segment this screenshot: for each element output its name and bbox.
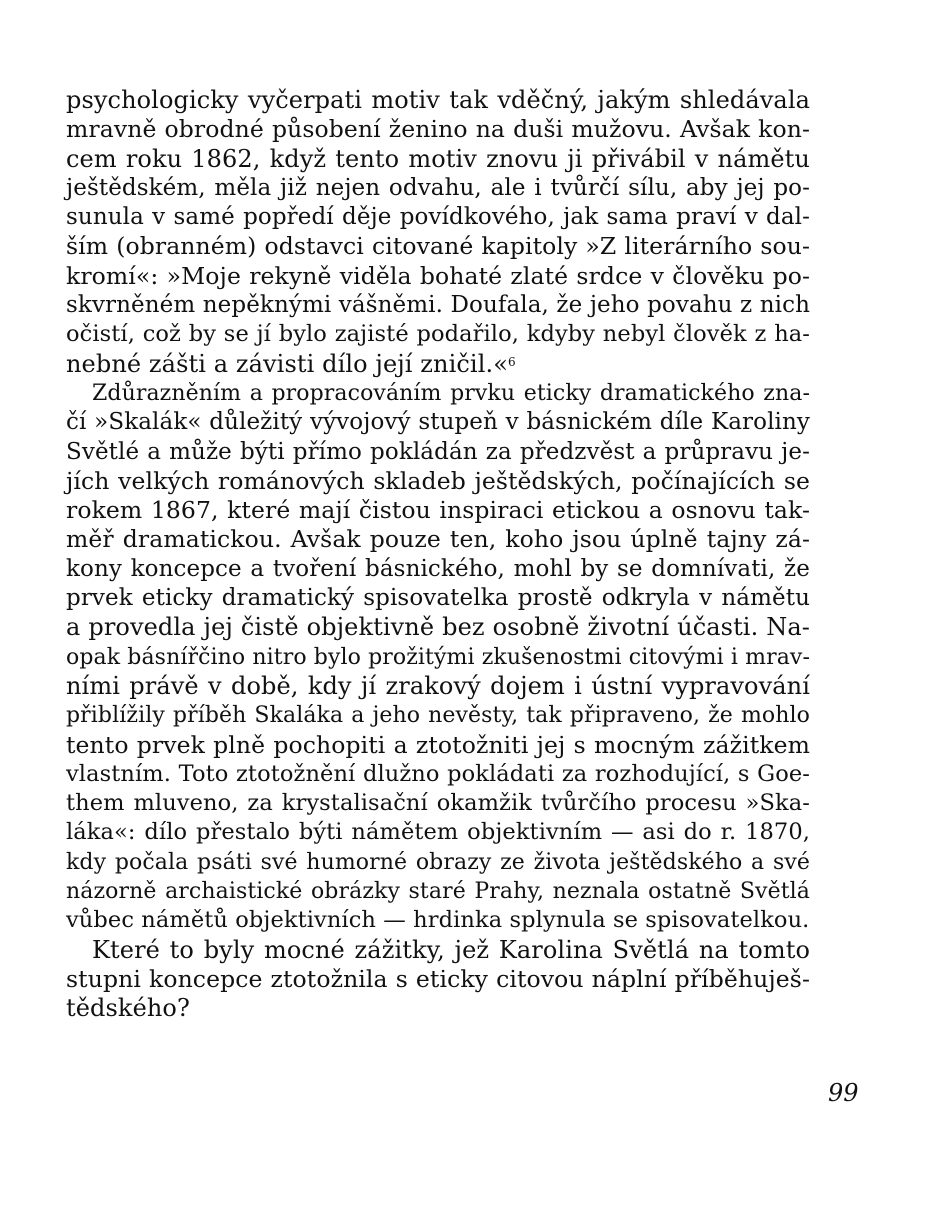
text-line: vlastním. Toto ztotožnění dlužno pokládati za rozhodující, s Goe- [66, 760, 810, 787]
text-line: prvek eticky dramatický spisovatelka prostě odkryla v námětu [66, 585, 810, 612]
text-line: očistí, což by se jí bylo zajisté podařilo, kdyby nebyl člověk z ha- [66, 321, 810, 348]
text-line: Zdůrazněním a propracováním prvku eticky dramatického zna- [92, 380, 810, 406]
text-line: čí »Skalák« důležitý vývojový stupeň v básnickém díle Karoliny [66, 409, 810, 436]
text-line: názorně archaistické obrázky staré Prahy, neznala ostatně Světlá [66, 879, 810, 905]
text-line: ještědském, měla již nejen odvahu, ale i tvůrčí sílu, aby jej po- [66, 174, 810, 201]
text-line: ními právě v době, kdy jí zrakový dojem i ústní vypravování [66, 671, 810, 700]
text-line: skvrněném nepěknými vášněmi. Doufala, že jeho povahu z nich [66, 292, 810, 319]
text-line: kdy počala psáti své humorné obrazy ze života ještědského a své [66, 849, 810, 875]
text-line: opak básnířčino nitro bylo prožitými zkušenostmi citovými i mrav- [66, 644, 810, 670]
footnote-reference: 6 [508, 354, 516, 369]
page-number: 99 [828, 1079, 859, 1107]
text-line: them mluveno, za krystalisační okamžik tvůrčího procesu »Ska- [66, 790, 810, 817]
text-line: kromí«: »Moje rekyně viděla bohaté zlaté srdce v člověku po- [66, 261, 810, 290]
text-line-last: tědského? [66, 994, 190, 1023]
paragraph-3 [66, 936, 810, 1024]
text-line-last [66, 350, 810, 379]
text-line: Které to byly mocné zážitky, jež Karolina Světlá na tomto [92, 935, 810, 964]
text-line: sunula v samé popředí děje povídkového, jak sama praví v dal- [66, 204, 810, 231]
paragraph-1 [66, 86, 810, 379]
text-line: stupni koncepce ztotožnila s eticky citovou náplní příběhuješ- [66, 964, 810, 993]
text-line: a provedla jej čistě objektivně bez osobně životní účasti. Na- [66, 613, 810, 642]
text-line: rokem 1867, které mají čistou inspiraci etickou a osnovu tak- [66, 496, 810, 525]
paragraph-2 [66, 379, 810, 936]
text-line: psychologicky vyčerpati motiv tak vděčný, jakým shledávala [66, 86, 810, 114]
text-line: tento prvek plně pochopiti a ztotožniti jej s mocným zážitkem [66, 730, 810, 759]
text-line: přiblížily příběh Skaláka a jeho nevěsty, tak připraveno, že mohlo [66, 703, 810, 729]
page-body [66, 86, 810, 1024]
text-line-last: vůbec námětů objektivních — hrdinka splynula se spisovatelkou. [66, 907, 810, 934]
text-line: jích velkých románových skladeb ještědských, počínajících se [66, 466, 810, 495]
text-line-content: nebné zášti a závisti dílo její zničil.« [66, 349, 508, 378]
text-line: láka«: dílo přestalo býti námětem objektivním — asi do r. 1870, [66, 819, 810, 846]
text-line: kony koncepce a tvoření básnického, mohl by se domnívati, že [66, 555, 810, 582]
text-line: cem roku 1862, když tento motiv znovu ji přivábil v námětu [66, 144, 810, 173]
text-line: Světlé a může býti přímo pokládán za předzvěst a průpravu je- [66, 438, 810, 465]
text-line: měř dramatickou. Avšak pouze ten, koho jsou úplně tajny zá- [66, 525, 810, 554]
text-line: ším (obranném) odstavci citované kapitoly »Z literárního sou- [66, 232, 810, 261]
text-line: mravně obrodné působení ženino na duši mužovu. Avšak kon- [66, 115, 810, 144]
